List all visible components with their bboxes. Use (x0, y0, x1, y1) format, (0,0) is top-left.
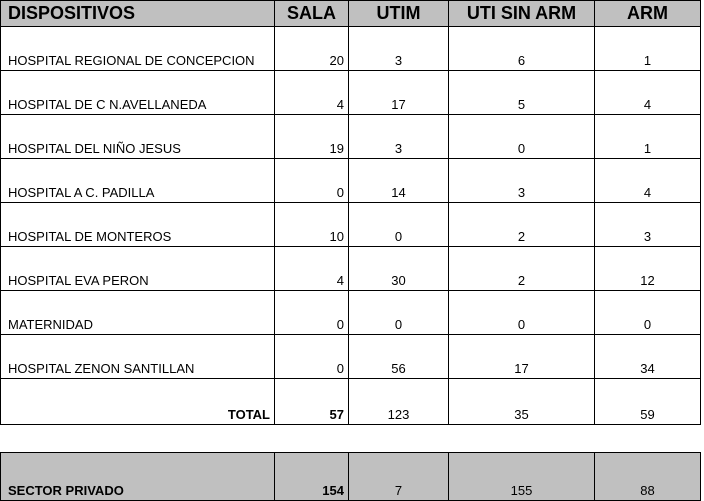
row-utim: 14 (349, 159, 449, 203)
header-sala: SALA (275, 1, 349, 27)
sector-privado-table (0, 452, 701, 501)
row-uti-sin-arm: 6 (449, 27, 595, 71)
row-arm: 0 (595, 291, 701, 335)
row-utim: 0 (349, 203, 449, 247)
row-arm: 1 (595, 27, 701, 71)
row-utim: 3 (349, 115, 449, 159)
table-row (1, 291, 701, 335)
row-sala: 0 (275, 159, 349, 203)
header-dispositivos: DISPOSITIVOS (1, 1, 275, 27)
total-row (1, 379, 701, 425)
sector-privado-sala: 154 (275, 453, 349, 501)
total-uti-sin-arm: 35 (449, 379, 595, 425)
row-name: HOSPITAL A C. PADILLA (1, 159, 275, 203)
header-row (1, 1, 701, 27)
total-arm: 59 (595, 379, 701, 425)
row-name: MATERNIDAD (1, 291, 275, 335)
row-utim: 56 (349, 335, 449, 379)
table-row (1, 203, 701, 247)
sector-privado-arm: 88 (595, 453, 701, 501)
header-uti-sin-arm: UTI SIN ARM (449, 1, 595, 27)
row-name: HOSPITAL REGIONAL DE CONCEPCION (1, 27, 275, 71)
row-sala: 4 (275, 71, 349, 115)
total-utim: 123 (349, 379, 449, 425)
table-row (1, 71, 701, 115)
row-sala: 20 (275, 27, 349, 71)
table-row (1, 335, 701, 379)
row-utim: 0 (349, 291, 449, 335)
row-arm: 4 (595, 159, 701, 203)
row-utim: 3 (349, 27, 449, 71)
row-uti-sin-arm: 2 (449, 203, 595, 247)
row-uti-sin-arm: 3 (449, 159, 595, 203)
row-sala: 0 (275, 291, 349, 335)
table-row (1, 247, 701, 291)
row-name: HOSPITAL EVA PERON (1, 247, 275, 291)
total-sala: 57 (275, 379, 349, 425)
sector-privado-label: SECTOR PRIVADO (1, 453, 275, 501)
sector-privado-uti-sin-arm: 155 (449, 453, 595, 501)
sector-privado-utim: 7 (349, 453, 449, 501)
row-sala: 10 (275, 203, 349, 247)
row-uti-sin-arm: 5 (449, 71, 595, 115)
row-utim: 30 (349, 247, 449, 291)
sector-privado-row (1, 453, 701, 501)
row-arm: 12 (595, 247, 701, 291)
row-arm: 3 (595, 203, 701, 247)
table-row (1, 115, 701, 159)
row-uti-sin-arm: 0 (449, 115, 595, 159)
table-row (1, 159, 701, 203)
row-arm: 34 (595, 335, 701, 379)
header-utim: UTIM (349, 1, 449, 27)
table-row (1, 27, 701, 71)
row-arm: 1 (595, 115, 701, 159)
row-name: HOSPITAL ZENON SANTILLAN (1, 335, 275, 379)
row-name: HOSPITAL DE C N.AVELLANEDA (1, 71, 275, 115)
row-sala: 0 (275, 335, 349, 379)
row-name: HOSPITAL DE MONTEROS (1, 203, 275, 247)
row-uti-sin-arm: 0 (449, 291, 595, 335)
row-sala: 19 (275, 115, 349, 159)
row-uti-sin-arm: 2 (449, 247, 595, 291)
row-name: HOSPITAL DEL NIÑO JESUS (1, 115, 275, 159)
row-arm: 4 (595, 71, 701, 115)
header-arm: ARM (595, 1, 701, 27)
row-utim: 17 (349, 71, 449, 115)
total-label: TOTAL (1, 379, 275, 425)
row-uti-sin-arm: 17 (449, 335, 595, 379)
row-sala: 4 (275, 247, 349, 291)
